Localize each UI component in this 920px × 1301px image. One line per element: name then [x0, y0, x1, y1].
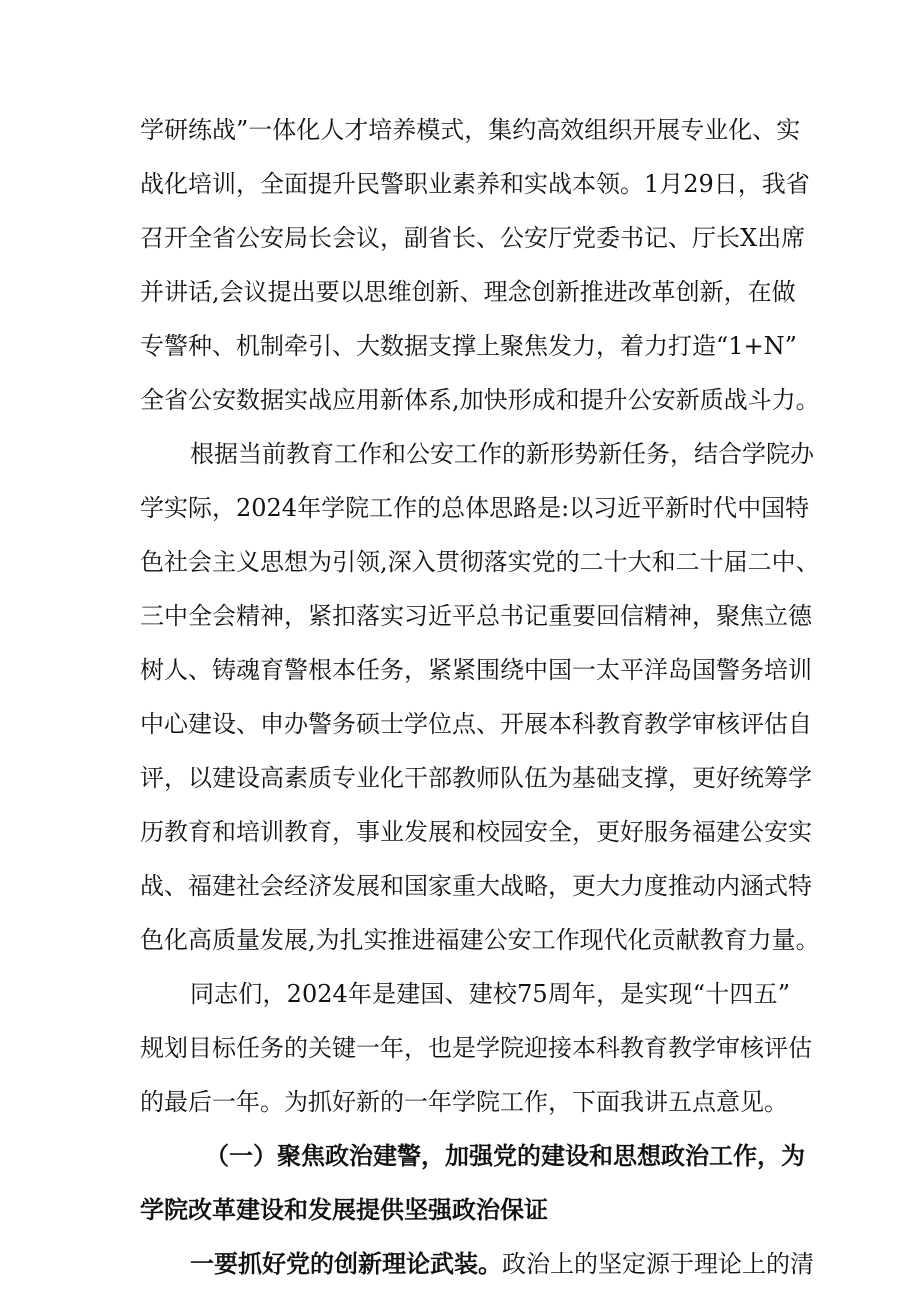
paragraph-2-line-1: 根据当前教育工作和公安工作的新形势新任务，结合学院办	[190, 440, 814, 468]
paragraph-2-line-5: 树人、铸魂育警根本任务，紧紧围绕中国一太平洋岛国警务培训	[140, 656, 812, 684]
paragraph-1-line-4: 并讲话,会议提出要以思维创新、理念创新推进改革创新，在做	[140, 278, 796, 306]
paragraph-2-line-3: 色社会主义思想为引领,深入贯彻落实党的二十大和二十届二中、	[140, 548, 820, 576]
paragraph-2-line-6: 中心建设、申办警务硕士学位点、开展本科教育教学审核评估自	[140, 710, 812, 738]
paragraph-1-line-2: 战化培训，全面提升民警职业素养和实战本领。1月29日，我省	[140, 170, 810, 198]
paragraph-2-line-9: 战、福建社会经济发展和国家重大战略，更大力度推动内涵式特	[140, 872, 812, 900]
paragraph-3-line-3: 的最后一年。为抓好新的一年学院工作，下面我讲五点意见。	[140, 1088, 788, 1116]
paragraph-4-line-1	[190, 1244, 814, 1284]
paragraph-1-line-5: 专警种、机制牵引、大数据支撑上聚焦发力，着力打造“1+N”	[140, 332, 797, 360]
section-heading-line-2: 学院改革建设和发展提供坚强政治保证	[140, 1196, 548, 1224]
paragraph-1-line-3: 召开全省公安局长会议，副省长、公安厅党委书记、厅长X出席	[140, 224, 806, 252]
paragraph-2-line-8: 历教育和培训教育，事业发展和校园安全，更好服务福建公安实	[140, 818, 812, 846]
paragraph-3-line-1: 同志们，2024年是建国、建校75周年，是实现“十四五”	[190, 980, 790, 1008]
paragraph-2-line-2: 学实际，2024年学院工作的总体思路是:以习近平新时代中国特	[140, 494, 810, 522]
paragraph-1-line-6: 全省公安数据实战应用新体系,加快形成和提升公安新质战斗力。	[140, 386, 820, 414]
paragraph-4-lead: 一要抓好党的创新理论武装。	[190, 1250, 502, 1278]
paragraph-2-line-4: 三中全会精神，紧扣落实习近平总书记重要回信精神，聚焦立德	[140, 602, 812, 630]
section-heading-line-1: （一）聚焦政治建警，加强党的建设和思想政治工作，为	[205, 1142, 805, 1170]
paragraph-1-line-1: 学研练战”一体化人才培养模式，集约高效组织开展专业化、实	[140, 116, 801, 144]
paragraph-2-line-7: 评，以建设高素质专业化干部教师队伍为基础支撑，更好统筹学	[140, 764, 812, 792]
paragraph-2-line-10: 色化高质量发展,为扎实推进福建公安工作现代化贡献教育力量。	[140, 926, 820, 954]
paragraph-3-line-2: 规划目标任务的关键一年，也是学院迎接本科教育教学审核评估	[140, 1034, 812, 1062]
paragraph-4-text: 政治上的坚定源于理论上的清	[502, 1250, 814, 1278]
